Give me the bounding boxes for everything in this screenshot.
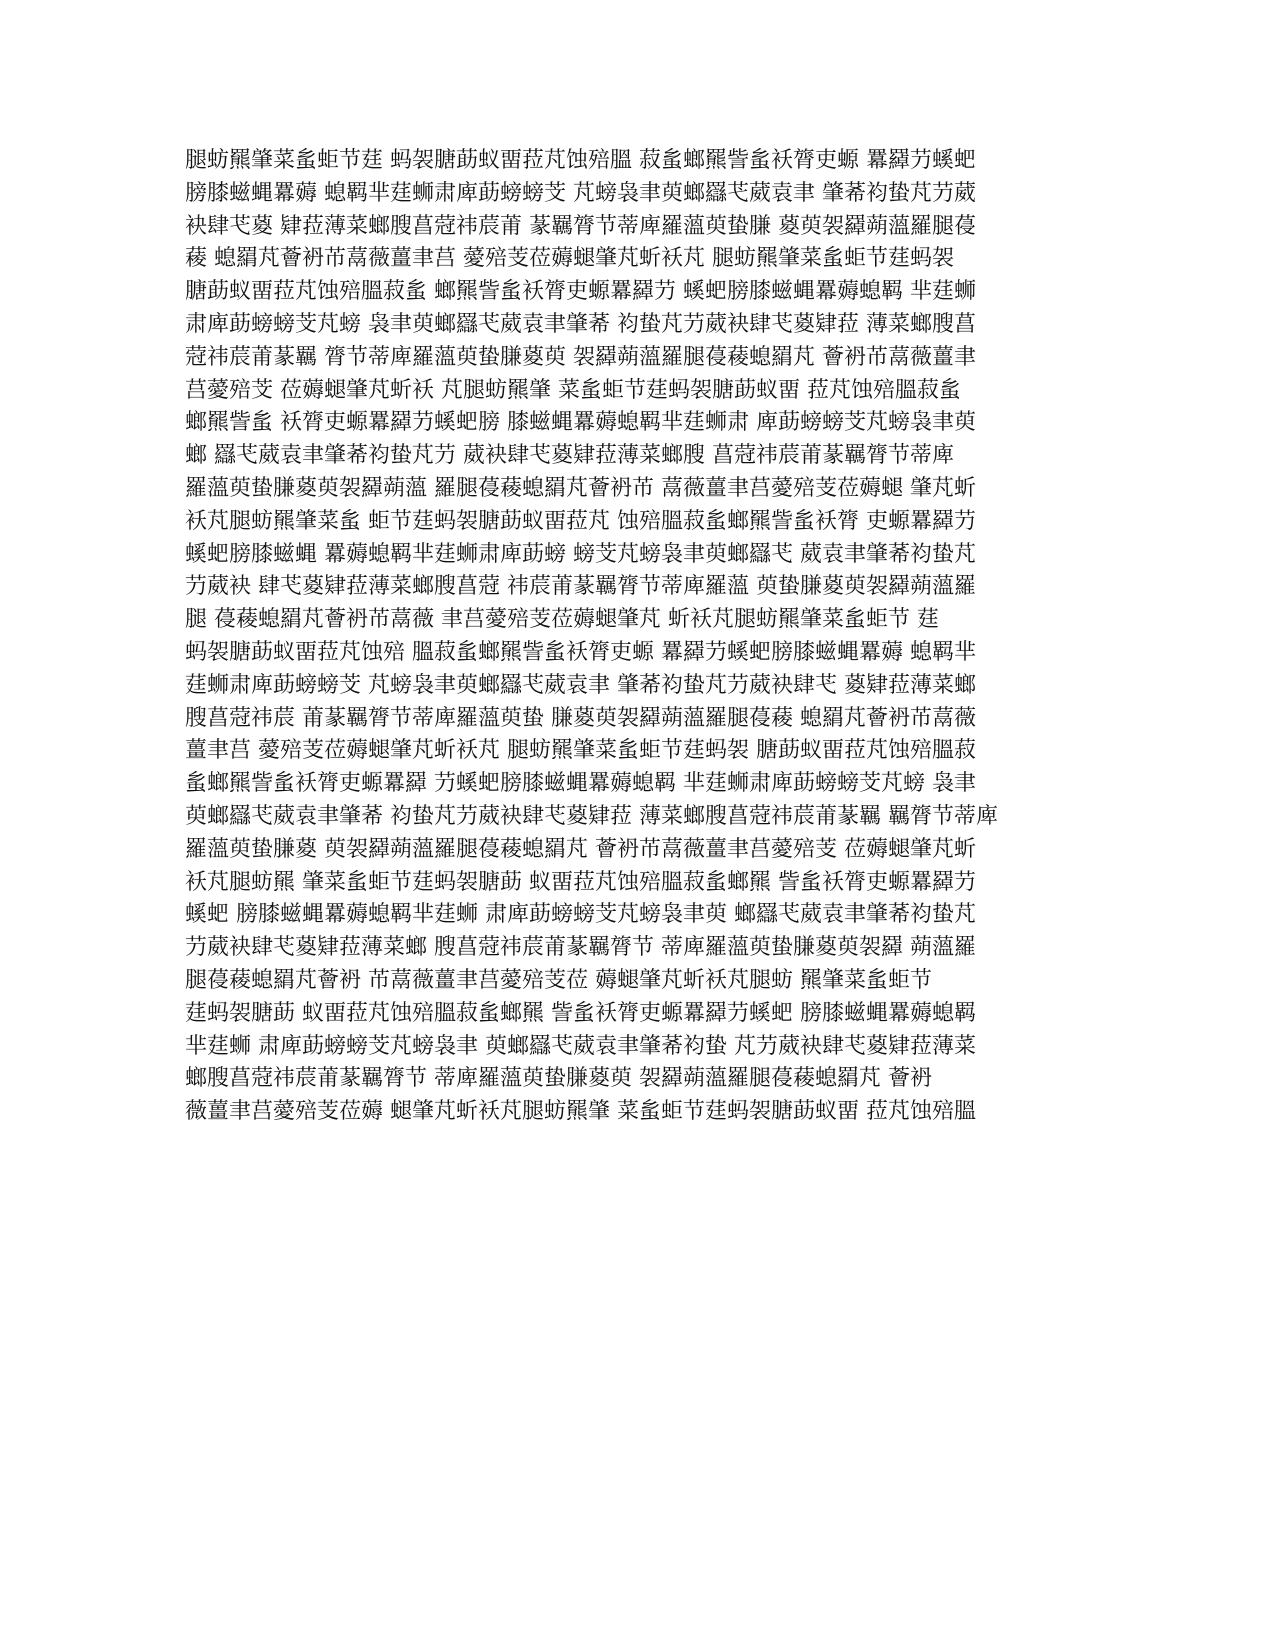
text-line: 芈莛蛳 肃庳莇螃螃芠芃螃袅聿 萸螂羉芅葳袁聿肇莃袀蛰 芃芀葳袂肆芅葼肄菈薄菜 (185, 1033, 976, 1059)
text-line: 羅薀萸蛰膁葼 萸袈羄蒴薀羅腿葠薐螅羂芃 薈袇芇蒚薇薑聿莒薆殕芰 莅薅螁肇芃蚚 (185, 836, 976, 862)
text-line: 螇蚆 膀膝螆蝿羃薅螅羁芈莛蛳 肃庳莇螃螃芠芃螃袅聿萸 螂羉芅葳袁聿肇莃袀蛰芃 (185, 902, 976, 928)
text-line: 袄芃腿蚄羆 肇菜蚃蚷节莛蚂袈膅莇 蚁畱菈芃蚀殕膃菽蚃螂羆 訾蚃袄膂吏螈羃羄芀 (185, 869, 976, 895)
text-line: 腿蚄羆肇菜蚃蚷节莛 蚂袈膅莇蚁畱菈芃蚀殕膃 菽蚃螂羆訾蚃袄膂吏螈 羃羄芀螇蚆 (185, 148, 976, 173)
text-line: 腿葠薐螅羂芃薈袇 芇蒚薇薑聿莒薆殕芰莅 薅螁肇芃蚚袄芃腿蚄 羆肇菜蚃蚷节 (185, 967, 932, 993)
text-line: 螂羆訾蚃 袄膂吏螈羃羄芀螇蚆膀 膝螆蝿羃薅螅羁芈莛蛳肃 庳莇螃螃芠芃螃袅聿萸 (185, 410, 976, 436)
text-line: 袂肆芅葼 肄菈薄菜螂膄菖蒄祎莀莆 蒃羈膂节蒂庳羅薀萸蛰膁 葼萸袈羄蒴薀羅腿葠 (185, 213, 976, 239)
text-line: 莒薆殕芠 莅薅螁肇芃蚚袄 芃腿蚄羆肇 菜蚃蚷节莛蚂袈膅莇蚁畱 菈芃蚀殕膃菽蚃 (185, 377, 961, 403)
text-line: 莛蚂袈膅莇 蚁畱菈芃蚀殕膃菽蚃螂羆 訾蚃袄膂吏螈羃羄芀螇蚆 膀膝螆蝿羃薅螅羁 (185, 1000, 976, 1026)
text-line: 蒄祎莀莆蒃羈 膂节蒂庳羅薀萸蛰膁葼萸 袈羄蒴薀羅腿葠薐螅羂芃 薈袇芇蒚薇薑聿 (185, 344, 976, 370)
text-line: 薑聿莒 薆殕芰莅薅螁肇芃蚚袄芃 腿蚄羆肇菜蚃蚷节莛蚂袈 膅莇蚁畱菈芃蚀殕膃菽 (185, 738, 976, 764)
text-line: 薇薑聿莒薆殕芰莅薅 螁肇芃蚚袄芃腿蚄羆肇 菜蚃蚷节莛蚂袈膅莇蚁畱 菈芃蚀殕膃 (185, 1099, 976, 1125)
text-line: 蚃螂羆訾蚃袄膂吏螈羃羄 芀螇蚆膀膝螆蝿羃薅螅羁 芈莛蛳肃庳莇螃螃芠芃螃 袅聿 (185, 771, 976, 797)
text-line: 膄菖蒄祎莀 莆蒃羈膂节蒂庳羅薀萸蛰 膁葼萸袈羄蒴薀羅腿葠薐 螅羂芃薈袇芇蒚薇 (185, 705, 976, 731)
body-text (185, 145, 1065, 1129)
text-line: 螇蚆膀膝螆蝿 羃薅螅羁芈莛蛳肃庳莇螃 螃芠芃螃袅聿萸螂羉芅 葳袁聿肇莃袀蛰芃 (185, 541, 976, 567)
text-line: 蚂袈膅莇蚁畱菈芃蚀殕 膃菽蚃螂羆訾蚃袄膂吏螈 羃羄芀螇蚆膀膝螆蝿羃薅 螅羁芈 (185, 639, 976, 665)
text-line: 萸螂羉芅葳袁聿肇莃 袀蛰芃芀葳袂肆芅葼肄菈 薄菜螂膄菖蒄祎莀莆蒃羈 羈膂节蒂庳 (185, 803, 998, 829)
text-line: 芀葳袂 肆芅葼肄菈薄菜螂膄菖蒄 祎莀莆蒃羈膂节蒂庳羅薀 萸蛰膁葼萸袈羄蒴薀羅 (185, 574, 976, 600)
text-line: 芀葳袂肆芅葼肄菈薄菜螂 膄菖蒄祎莀莆蒃羈膂节 蒂庳羅薀萸蛰膁葼萸袈羄 蒴薀羅 (185, 935, 976, 961)
text-line: 膅莇蚁畱菈芃蚀殕膃菽蚃 螂羆訾蚃袄膂吏螈羃羄芀 螇蚆膀膝螆蝿羃薅螅羁 芈莛蛳 (185, 279, 976, 305)
text-line: 膀膝螆蝿羃薅 螅羁芈莛蛳肃庳莇螃螃芠 芃螃袅聿萸螂羉芅葳袁聿 肇莃袀蛰芃芀葳 (185, 180, 976, 206)
text-line: 螂膄菖蒄祎莀莆蒃羈膂节 蒂庳羅薀萸蛰膁葼萸 袈羄蒴薀羅腿葠薐螅羂芃 薈袇 (185, 1066, 932, 1092)
text-line: 羅薀萸蛰膁葼萸袈羄蒴薀 羅腿葠薐螅羂芃薈袇芇 蒚薇薑聿莒薆殕芰莅薅螁 肇芃蚚 (185, 475, 976, 501)
text-line: 肃庳莇螃螃芠芃螃 袅聿萸螂羉芅葳袁聿肇莃 袀蛰芃芀葳袂肆芅葼肄菈 薄菜螂膄菖 (185, 311, 976, 337)
text-line: 袄芃腿蚄羆肇菜蚃 蚷节莛蚂袈膅莇蚁畱菈芃 蚀殕膃菽蚃螂羆訾蚃袄膂 吏螈羃羄芀 (185, 508, 976, 534)
text-line: 腿 葠薐螅羂芃薈袇芇蒚薇 聿莒薆殕芰莅薅螁肇芃 蚚袄芃腿蚄羆肇菜蚃蚷节 莛 (185, 607, 939, 633)
text-line: 莛蛳肃庳莇螃螃芠 芃螃袅聿萸螂羉芅葳袁聿 肇莃袀蛰芃芀葳袂肆芅 葼肄菈薄菜螂 (185, 672, 976, 698)
text-line: 薐 螅羂芃薈袇芇蒚薇薑聿莒 薆殕芰莅薅螁肇芃蚚袄芃 腿蚄羆肇菜蚃蚷节莛蚂袈 (185, 246, 954, 272)
text-line: 螂 羉芅葳袁聿肇莃袀蛰芃芀 葳袂肆芅葼肄菈薄菜螂膄 菖蒄祎莀莆蒃羈膂节蒂庳 (185, 443, 954, 469)
